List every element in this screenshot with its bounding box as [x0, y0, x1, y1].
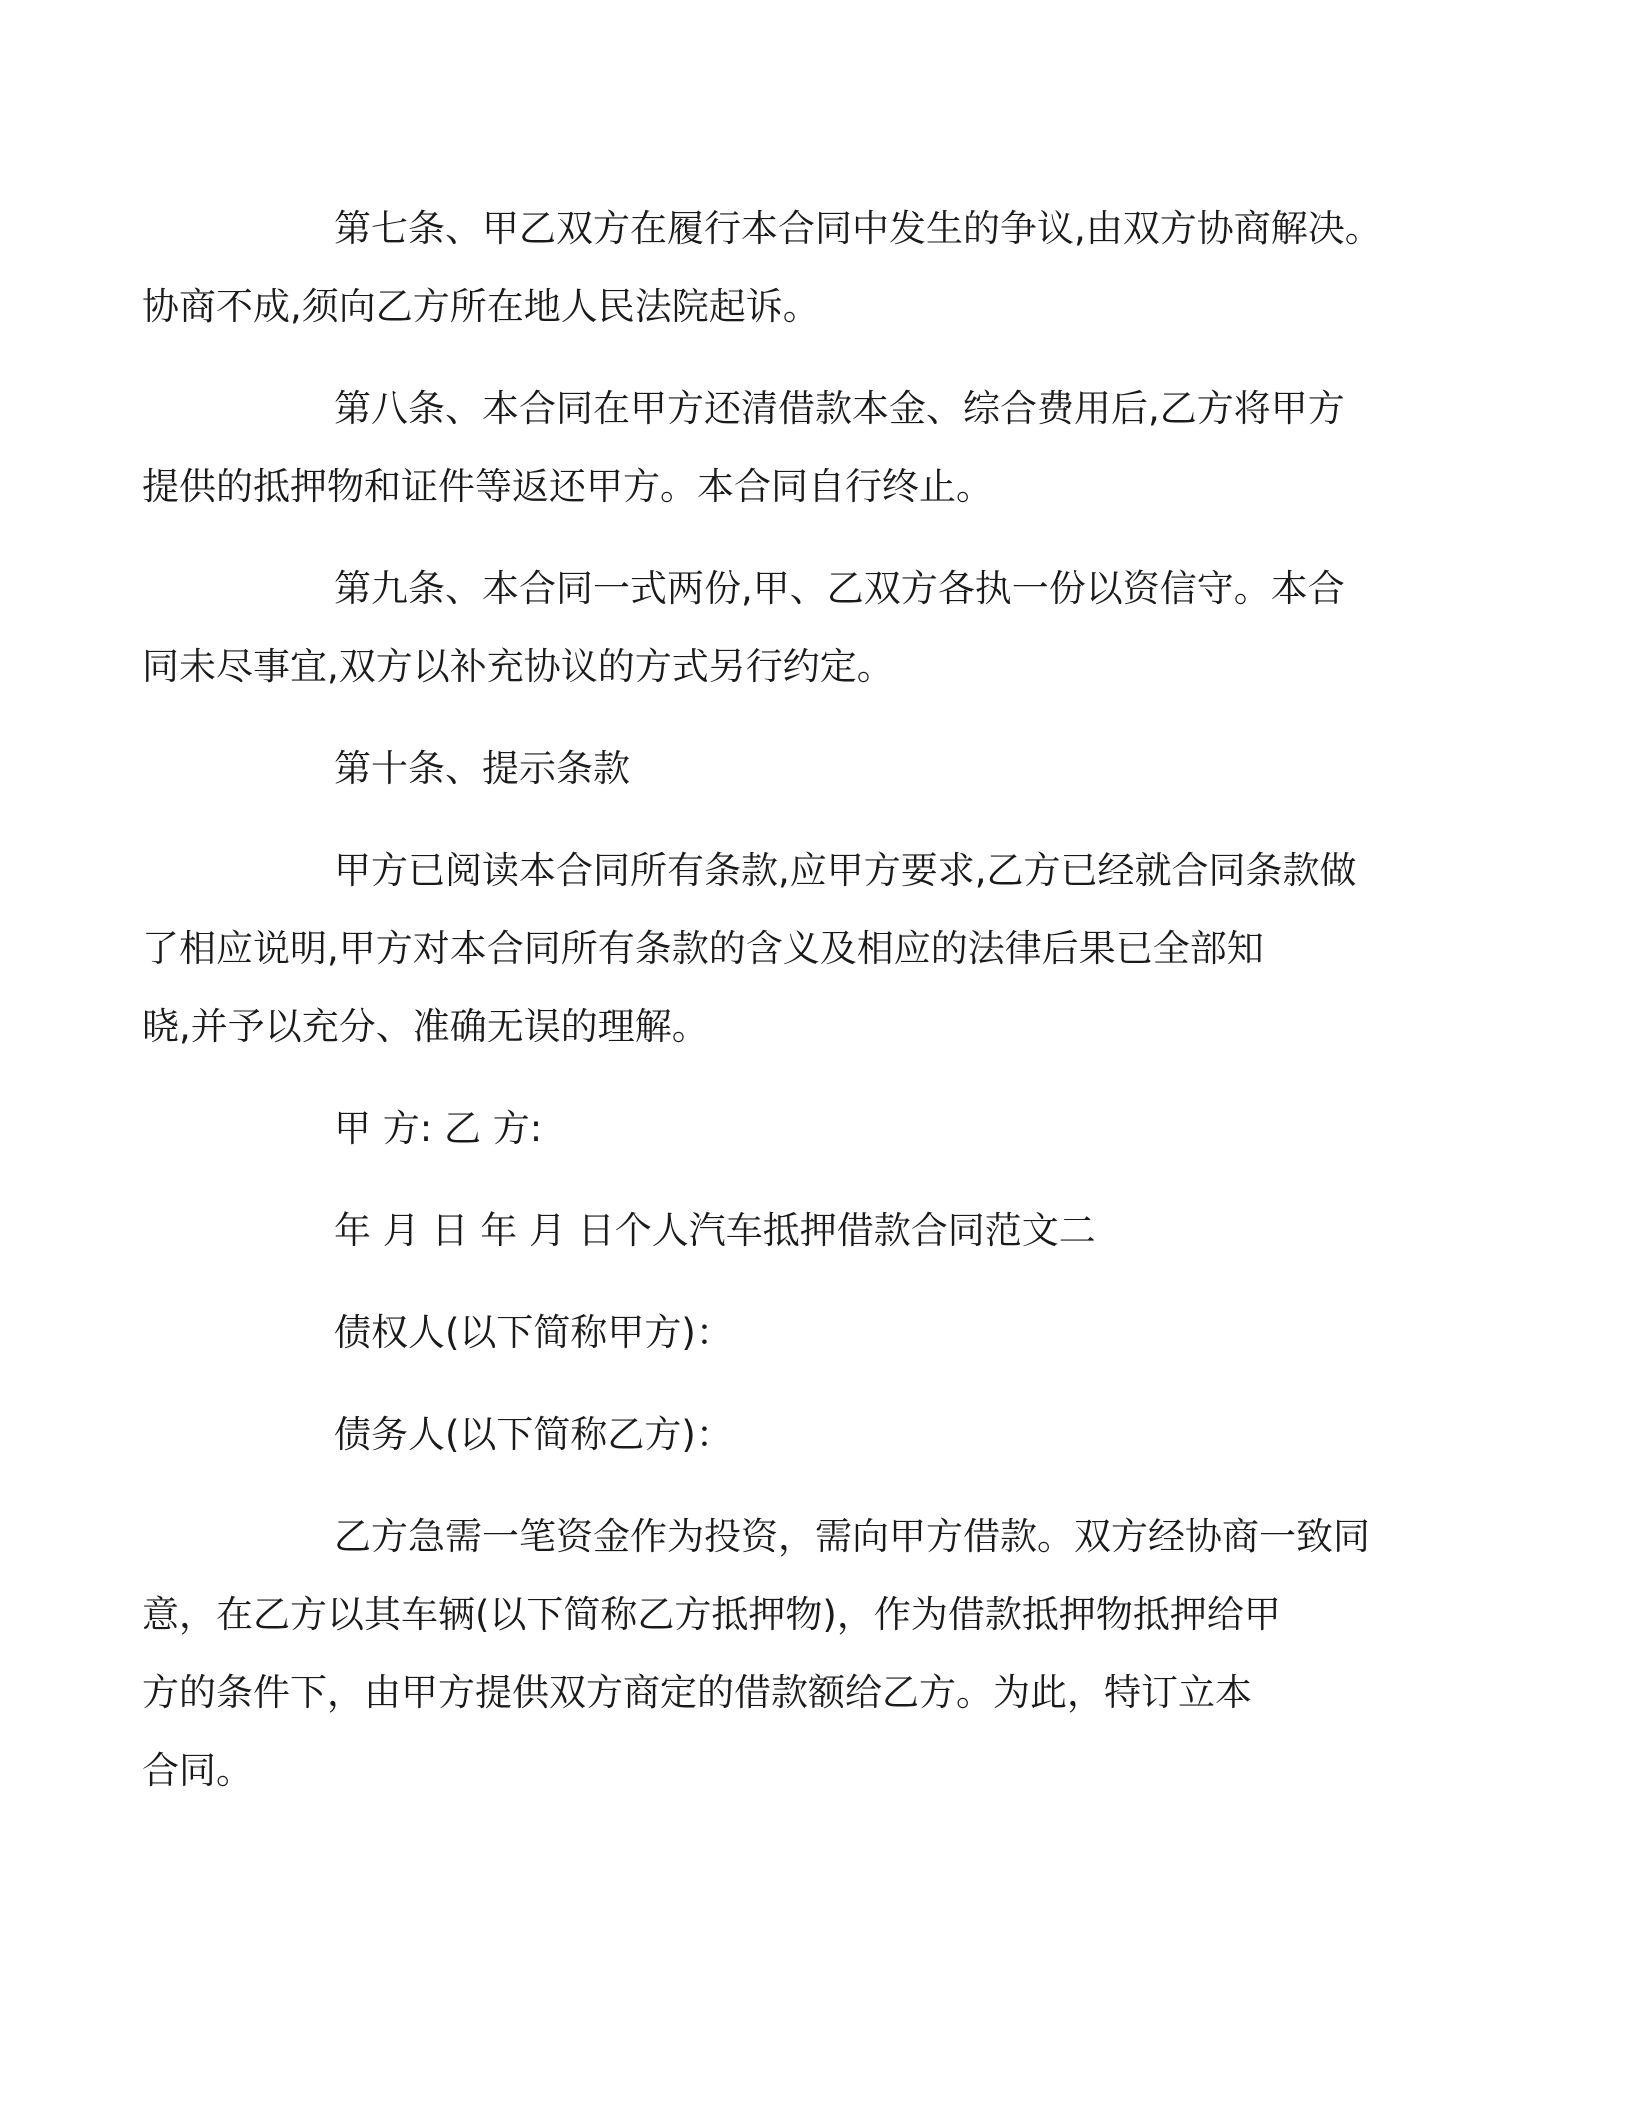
text-line: 提供的抵押物和证件等返还甲方。本合同自行终止。 [142, 465, 993, 508]
text-line: 第八条、本合同在甲方还清借款本金、综合费用后,乙方将甲方 [334, 387, 1345, 430]
paragraph-creditor [238, 1294, 1388, 1372]
paragraph-article-7 [142, 190, 1388, 346]
text-line: 甲方已阅读本合同所有条款,应甲方要求,乙方已经就合同条款做 [334, 849, 1357, 892]
paragraph-debtor [238, 1396, 1388, 1474]
text-line: 第七条、甲乙双方在履行本合同中发生的争议,由双方协商解决。 [334, 207, 1382, 250]
paragraph-article-10-heading [238, 730, 1388, 808]
text-line: 协商不成,须向乙方所在地人民法院起诉。 [142, 285, 820, 328]
paragraph-signature-dates [238, 1192, 1388, 1270]
paragraph-preamble [142, 1498, 1388, 1810]
text-line: 甲 方: 乙 方: [334, 1107, 543, 1150]
text-line: 债权人(以下简称甲方)： [334, 1311, 733, 1354]
text-line: 债务人(以下简称乙方)： [334, 1413, 733, 1456]
paragraph-article-8 [142, 370, 1388, 526]
text-line: 意，在乙方以其车辆(以下简称乙方抵押物)，作为借款抵押物抵押给甲 [142, 1593, 1281, 1636]
text-line: 年 月 日 年 月 日个人汽车抵押借款合同范文二 [334, 1209, 1096, 1252]
text-line: 第十条、提示条款 [334, 747, 630, 790]
text-line: 合同。 [142, 1749, 253, 1792]
text-line: 了相应说明,甲方对本合同所有条款的含义及相应的法律后果已全部知 [142, 927, 1264, 970]
paragraph-article-9 [142, 550, 1388, 706]
text-line: 晓,并予以充分、准确无误的理解。 [142, 1005, 709, 1048]
document-page [142, 190, 1388, 1834]
paragraph-notice-clause [142, 832, 1388, 1066]
paragraph-signature-parties [238, 1090, 1388, 1168]
text-line: 乙方急需一笔资金作为投资，需向甲方借款。双方经协商一致同 [334, 1515, 1370, 1558]
text-line: 第九条、本合同一式两份,甲、乙双方各执一份以资信守。本合 [334, 567, 1345, 610]
text-line: 同未尽事宜,双方以补充协议的方式另行约定。 [142, 645, 894, 688]
text-line: 方的条件下，由甲方提供双方商定的借款额给乙方。为此，特订立本 [142, 1671, 1252, 1714]
